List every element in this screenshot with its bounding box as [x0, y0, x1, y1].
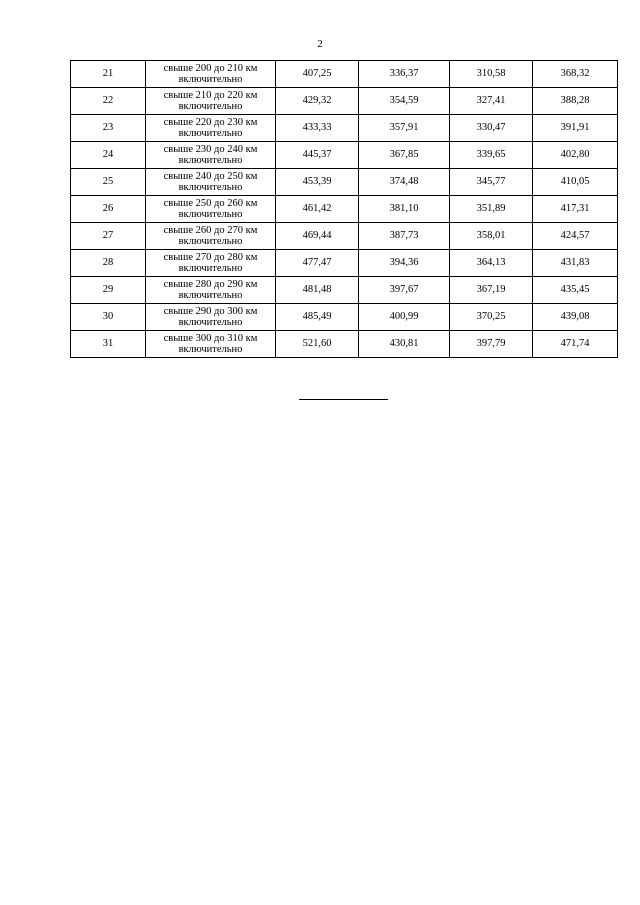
value-col-1: 485,49	[276, 304, 359, 331]
value-col-3: 339,65	[450, 142, 533, 169]
page-number: 2	[317, 38, 323, 50]
value-col-3: 397,79	[450, 331, 533, 358]
tariff-table	[70, 60, 618, 358]
value-col-2: 367,85	[359, 142, 450, 169]
value-col-4: 439,08	[533, 304, 618, 331]
value-col-3: 345,77	[450, 169, 533, 196]
distance-range: свыше 230 до 240 км включительно	[146, 142, 276, 169]
row-number: 28	[71, 250, 146, 277]
value-col-3: 364,13	[450, 250, 533, 277]
row-number: 27	[71, 223, 146, 250]
value-col-4: 368,32	[533, 61, 618, 88]
value-col-4: 431,83	[533, 250, 618, 277]
value-col-2: 397,67	[359, 277, 450, 304]
value-col-4: 410,05	[533, 169, 618, 196]
value-col-3: 351,89	[450, 196, 533, 223]
value-col-3: 327,41	[450, 88, 533, 115]
value-col-2: 381,10	[359, 196, 450, 223]
table-row	[71, 115, 618, 142]
value-col-4: 391,91	[533, 115, 618, 142]
table-row	[71, 142, 618, 169]
distance-range: свыше 270 до 280 км включительно	[146, 250, 276, 277]
value-col-4: 471,74	[533, 331, 618, 358]
value-col-4: 435,45	[533, 277, 618, 304]
value-col-1: 481,48	[276, 277, 359, 304]
value-col-2: 400,99	[359, 304, 450, 331]
tariff-table-body	[71, 61, 618, 358]
distance-range: свыше 250 до 260 км включительно	[146, 196, 276, 223]
table-row	[71, 331, 618, 358]
distance-range: свыше 220 до 230 км включительно	[146, 115, 276, 142]
row-number: 31	[71, 331, 146, 358]
value-col-2: 374,48	[359, 169, 450, 196]
row-number: 30	[71, 304, 146, 331]
value-col-2: 357,91	[359, 115, 450, 142]
value-col-3: 358,01	[450, 223, 533, 250]
value-col-4: 388,28	[533, 88, 618, 115]
distance-range: свыше 240 до 250 км включительно	[146, 169, 276, 196]
distance-range: свыше 280 до 290 км включительно	[146, 277, 276, 304]
table-row	[71, 304, 618, 331]
value-col-3: 367,19	[450, 277, 533, 304]
value-col-2: 354,59	[359, 88, 450, 115]
value-col-2: 430,81	[359, 331, 450, 358]
value-col-3: 310,58	[450, 61, 533, 88]
value-col-4: 424,57	[533, 223, 618, 250]
value-col-1: 521,60	[276, 331, 359, 358]
table-row	[71, 61, 618, 88]
value-col-1: 433,33	[276, 115, 359, 142]
table-row	[71, 88, 618, 115]
row-number: 24	[71, 142, 146, 169]
row-number: 22	[71, 88, 146, 115]
row-number: 25	[71, 169, 146, 196]
table-row	[71, 223, 618, 250]
table-row	[71, 196, 618, 223]
row-number: 29	[71, 277, 146, 304]
distance-range: свыше 290 до 300 км включительно	[146, 304, 276, 331]
value-col-1: 429,32	[276, 88, 359, 115]
value-col-3: 330,47	[450, 115, 533, 142]
value-col-1: 461,42	[276, 196, 359, 223]
value-col-2: 394,36	[359, 250, 450, 277]
table-row	[71, 277, 618, 304]
value-col-4: 402,80	[533, 142, 618, 169]
row-number: 23	[71, 115, 146, 142]
row-number: 21	[71, 61, 146, 88]
value-col-2: 387,73	[359, 223, 450, 250]
row-number: 26	[71, 196, 146, 223]
distance-range: свыше 260 до 270 км включительно	[146, 223, 276, 250]
value-col-1: 477,47	[276, 250, 359, 277]
value-col-1: 445,37	[276, 142, 359, 169]
value-col-1: 453,39	[276, 169, 359, 196]
table-row	[71, 169, 618, 196]
end-divider-line	[299, 399, 388, 400]
value-col-3: 370,25	[450, 304, 533, 331]
distance-range: свыше 210 до 220 км включительно	[146, 88, 276, 115]
value-col-1: 469,44	[276, 223, 359, 250]
table-row	[71, 250, 618, 277]
value-col-2: 336,37	[359, 61, 450, 88]
value-col-1: 407,25	[276, 61, 359, 88]
distance-range: свыше 200 до 210 км включительно	[146, 61, 276, 88]
distance-range: свыше 300 до 310 км включительно	[146, 331, 276, 358]
value-col-4: 417,31	[533, 196, 618, 223]
